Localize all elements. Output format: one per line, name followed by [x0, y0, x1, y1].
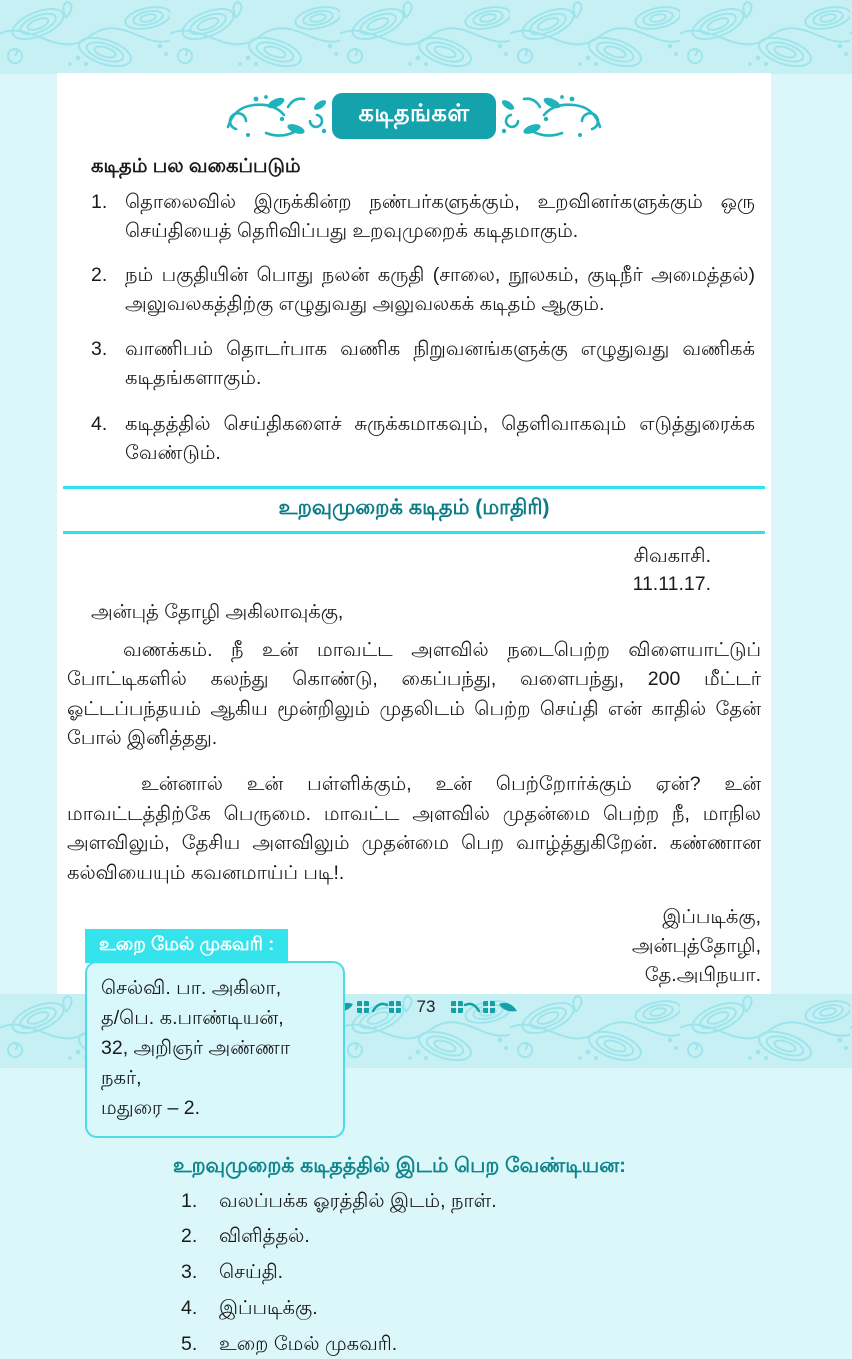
closing-line: அன்புத்தோழி,: [631, 934, 761, 957]
floral-flourish-right-icon: [498, 93, 602, 139]
chapter-title-banner: கடிதங்கள்: [332, 93, 495, 139]
checklist-item-text: வலப்பக்க ஓரத்தில் இடம், நாள்.: [219, 1189, 497, 1212]
checklist-item: [173, 1187, 765, 1216]
list-item-number: 2.: [91, 263, 108, 286]
envelope-address-block: [85, 929, 345, 1138]
letter-paragraph-1: வணக்கம். நீ உன் மாவட்ட அளவில் நடைபெற்ற விளையாட்டுப் போட்டிகளில் கலந்து கொண்டு, கைப்பந்து, வளைபந்து, 200 மீட்டர் ஓட்டப்பந்தயம் ஆகிய மூன்றிலும் முதலிடம் பெற்ற செய்தி என் காதில் தேன் போல் இனித்தது.: [67, 638, 761, 750]
checklist-item-number: 5.: [181, 1333, 198, 1356]
footer-ornament-left-icon: [335, 998, 407, 1016]
section-header: உறவுமுறைக் கடிதம் (மாதிரி): [63, 486, 765, 534]
closing-line: தே.அபிநயா.: [644, 964, 761, 987]
closing-line: இப்படிக்கு,: [662, 905, 761, 928]
list-item-text: வாணிபம் தொடர்பாக வணிக நிறுவனங்களுக்கு எழுதுவது வணிகக் கடிதங்களாகும்.: [125, 338, 755, 390]
address-line: மதுரை – 2.: [101, 1097, 201, 1120]
checklist-item-number: 1.: [181, 1189, 198, 1212]
list-item-number: 4.: [91, 412, 108, 435]
list-item: [91, 335, 755, 394]
letter-paragraph-2: உன்னால் உன் பள்ளிக்கும், உன் பெற்றோர்க்கும் ஏன்? உன் மாவட்டத்திற்கே பெருமை. மாவட்ட அளவில் முதன்மை பெற்ற நீ, மாநில அளவிலும், தேசிய அளவிலும் முதன்மை பெற வாழ்த்துகிறேன். கண்ணான கல்வியையும் கவனமாய்ப் படி!.: [67, 773, 761, 884]
checklist-item-text: இப்படிக்கு.: [219, 1297, 318, 1320]
list-item-number: 1.: [91, 191, 108, 213]
checklist-item-number: 4.: [181, 1297, 198, 1320]
checklist-item-number: 3.: [181, 1261, 198, 1284]
letter-types-list: [91, 188, 755, 468]
page-number: 73: [416, 997, 436, 1016]
address-line: த/பெ. க.பாண்டியன்,: [101, 1006, 284, 1029]
letter-closing-block: [345, 903, 765, 1138]
checklist-item: [173, 1294, 765, 1323]
letter-date: 11.11.17.: [632, 573, 711, 596]
list-item: [91, 188, 755, 247]
chapter-title-row: [63, 93, 765, 139]
letter-place: சிவகாசி.: [633, 545, 711, 567]
list-item-text: நம் பகுதியின் பொது நலன் கருதி (சாலை, நூலகம், குடிநீர் அமைத்தல்) அலுவலகத்திற்கு எழுதுவது அலுவலகக் கடிதம் ஆகும்.: [125, 263, 755, 315]
checklist-item-text: உறை மேல் முகவரி.: [219, 1333, 398, 1356]
letter-place-date: [63, 542, 711, 599]
list-item-text: கடிதத்தில் செய்திகளைச் சுருக்கமாகவும், தெளிவாகவும் எடுத்துரைக்க வேண்டும்.: [125, 412, 755, 464]
list-item-text: தொலைவில் இருக்கின்ற நண்பர்களுக்கும், உறவினர்களுக்கும் ஒரு செய்தியைத் தெரிவிப்பது உறவுமுறைக் கடிதமாகும்.: [125, 191, 755, 243]
list-item: [91, 261, 755, 320]
list-item-number: 3.: [91, 338, 108, 360]
checklist-item: [173, 1258, 765, 1287]
address-line: செல்வி. பா. அகிலா,: [101, 976, 282, 999]
checklist-item: [173, 1222, 765, 1251]
checklist-item-text: செய்தி.: [219, 1261, 284, 1284]
letter-checklist: [173, 1154, 765, 1359]
letter-salutation: அன்புத் தோழி அகிலாவுக்கு,: [91, 600, 344, 623]
intro-heading: கடிதம் பல வகைப்படும்: [91, 155, 301, 177]
checklist-item-text: விளித்தல்.: [219, 1225, 310, 1248]
decorative-border-top: [0, 0, 852, 74]
checklist-item: [173, 1330, 765, 1359]
checklist-heading: உறவுமுறைக் கடிதத்தில் இடம் பெற வேண்டியன:: [173, 1153, 626, 1177]
footer-ornament-right-icon: [445, 998, 517, 1016]
address-line: 32, அறிஞர் அண்ணா நகர்,: [101, 1036, 291, 1090]
floral-flourish-left-icon: [226, 93, 330, 139]
envelope-address-box: [85, 961, 345, 1138]
envelope-address-label: உறை மேல் முகவரி :: [85, 929, 288, 963]
list-item: [91, 410, 755, 469]
checklist-item-number: 2.: [181, 1225, 198, 1248]
closing-and-address-row: [63, 903, 765, 1138]
